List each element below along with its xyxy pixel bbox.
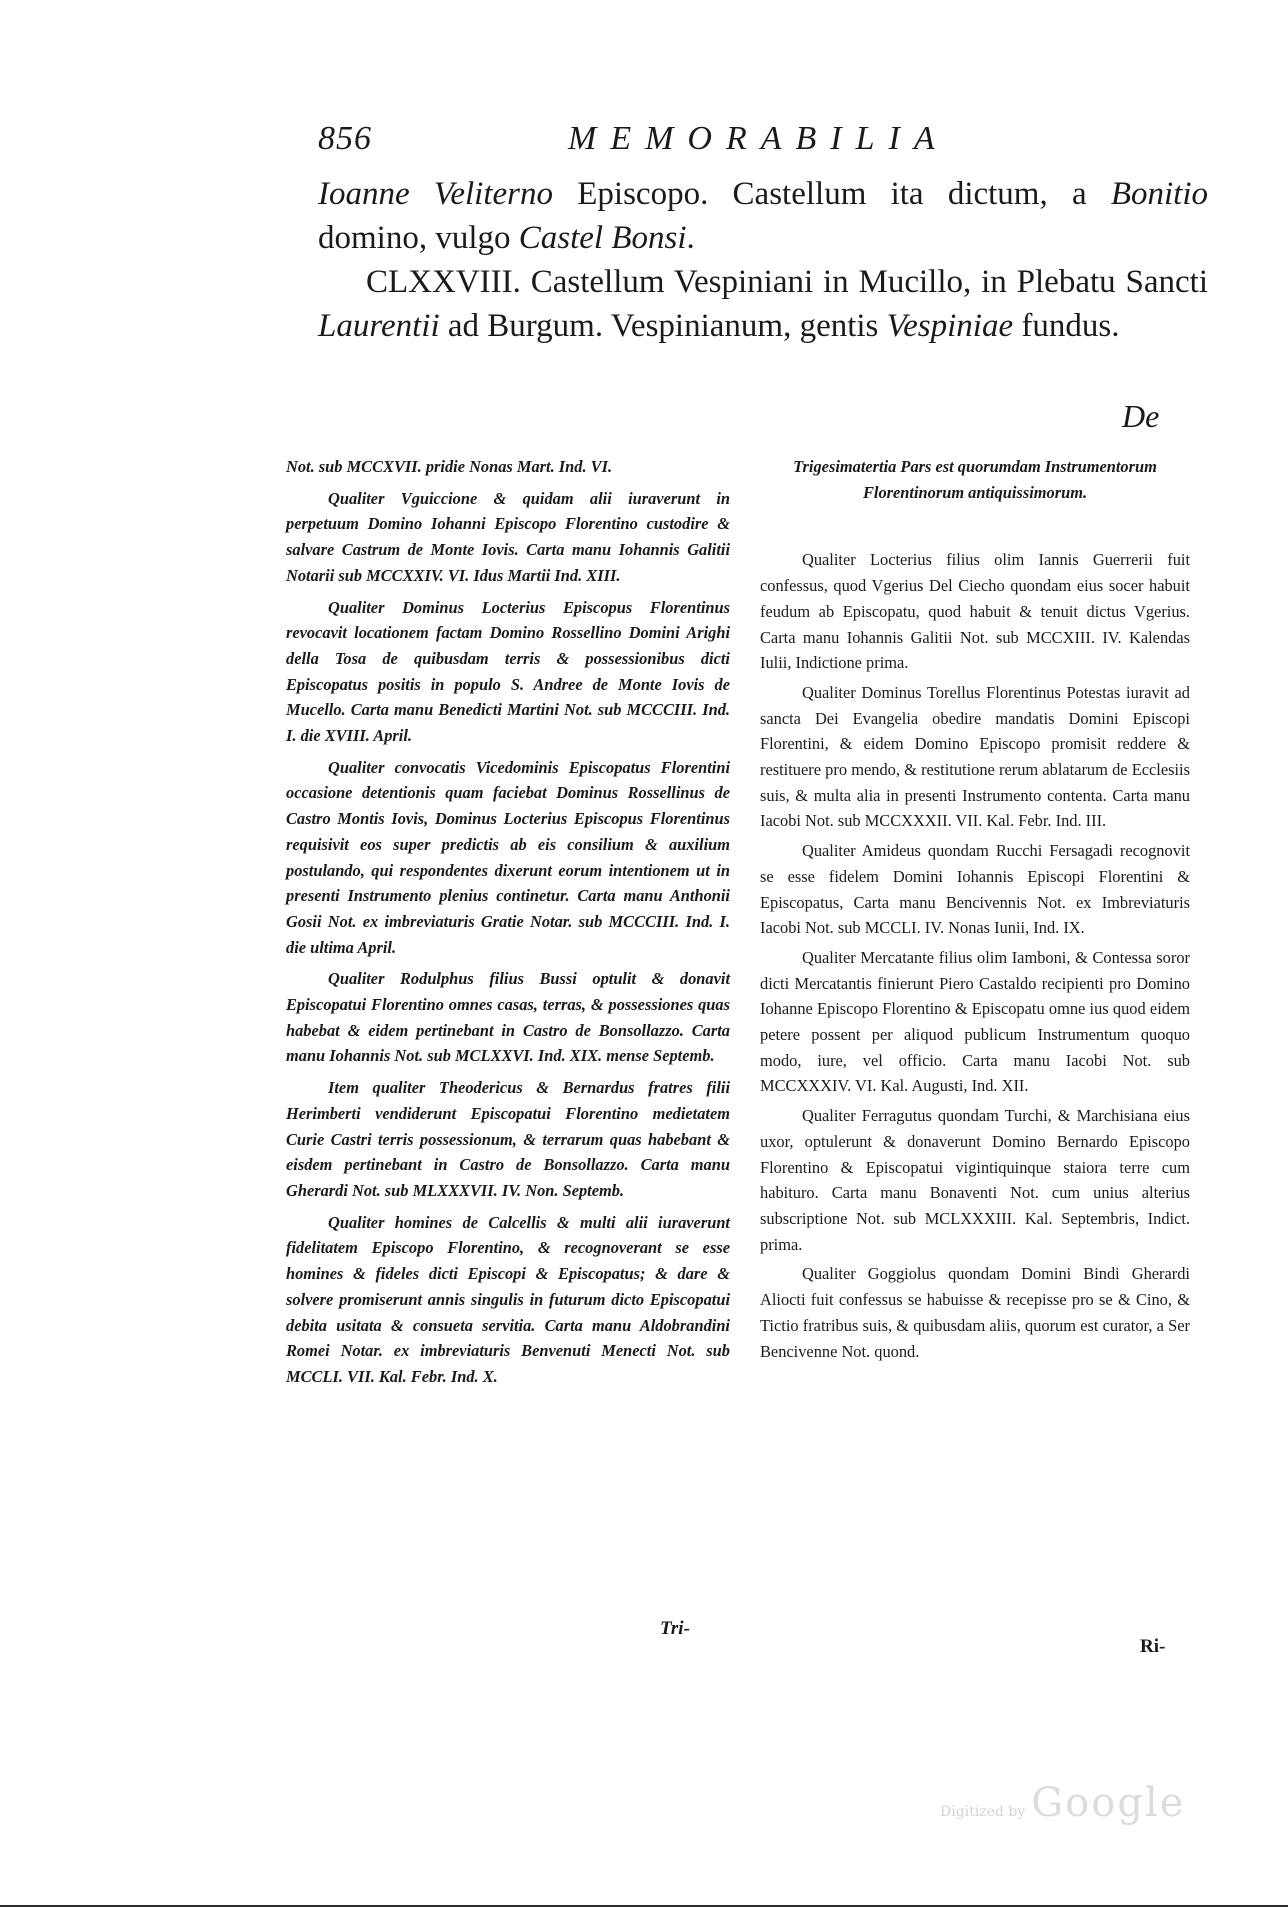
section-title: Trigesimatertia Pars est quorumdam Instrumentorum Florentinorum antiquissimorum. <box>793 457 1157 502</box>
right-entry: Qualiter Dominus Torellus Florentinus Potestas iuravit ad sancta Dei Evangelia obedire mandatis Domini Episcopi Florentini, & eidem Domino Episcopo promisit reddere & restituere pro mendo, & restitutione rerum ablatarum de Ecclesiis suis, & multa alia in presenti Instrumento contenta. Carta manu Iacobi Not. sub MCCXXXII. VII. Kal. Febr. Ind. III. <box>760 682 1190 831</box>
left-entry: Qualiter Vguiccione & quidam alii iuraverunt in perpetuum Domino Iohanni Episcopo Florentino custodire & salvare Castrum de Monte Iovis. Carta manu Iohannis Galitii Notarii sub MCCXXIV. VI. Idus Martii Ind. XIII. <box>286 488 730 585</box>
top-paragraph-1: Ioanne Veliterno Episcopo. Castellum ita dictum, a Bonitio domino, vulgo Castel Bonsi. <box>318 176 1208 256</box>
left-entry: Qualiter Dominus Locterius Episcopus Florentinus revocavit locationem factam Domino Rossellino Domini Arighi della Tosa de quibusdam terris & possessionibus dicti Episcopatus positis in populo S. Andree de Monte Iovis de Mucello. Carta manu Benedicti Martini Not. sub MCCCIII. Ind. I. die XVIII. April. <box>286 597 730 746</box>
catchword-tri: Tri- <box>660 1618 690 1639</box>
right-entry: Qualiter Locterius filius olim Iannis Guerrerii fuit confessus, quod Vgerius Del Ciecho quondam eius socer habuit feudum ab Episcopatu, quod habuit & tenuit dictus Vgerius. Carta manu Iohannis Galitii Not. sub MCCXIII. IV. Kalendas Iulii, Indictione prima. <box>760 550 1190 673</box>
right-entry: Qualiter Mercatante filius olim Iamboni, & Contessa soror dicti Mercatantis finierunt Piero Castaldo recipienti pro Domino Iohanne Episcopo Florentino & Episcopatu omne ius quod eidem petere possent per aliquod publicum Instrumentum quoquo modo, iure, vel officio. Carta manu Iacobi Not. sub MCCXXXIV. VI. Kal. Augusti, Ind. XII. <box>760 947 1190 1096</box>
left-entry: Qualiter convocatis Vicedominis Episcopatus Florentini occasione detentionis quam faciebat Dominus Rossellinus de Castro Montis Iovis, Dominus Locterius Episcopus Florentinus requisivit eos super predictis ab eis consilium & auxilium postulando, qui respondentes dixerunt eorum intentionem ut in presenti Instrumento plenius continetur. Carta manu Anthonii Gosii Not. ex imbreviaturis Gratie Notar. sub MCCCIII. Ind. I. die ultima April. <box>286 757 730 957</box>
page-header <box>318 120 958 170</box>
right-column <box>760 454 1190 1368</box>
left-column <box>286 454 730 1396</box>
left-lead: Not. sub MCCXVII. pridie Nonas Mart. Ind. VI. <box>286 457 613 476</box>
catchword-de: De <box>1122 398 1160 434</box>
right-entry: Qualiter Ferragutus quondam Turchi, & Marchisiana eius uxor, optulerunt & donaverunt Domino Bernardo Episcopo Florentino & Episcopatui vigintiquinque staiora terre cum habituro. Carta manu Bonaventi Not. cum unius alterius subscriptione Not. sub MCLXXXIII. Kal. Septembris, Indict. prima. <box>760 1106 1190 1254</box>
left-entry: Item qualiter Theodericus & Bernardus fratres filii Herimberti vendiderunt Episcopatui Florentino medietatem Curie Castri terris possessionum, & terrarum quas habebant & eisdem pertinebant in Castro de Bonsollazzo. Carta manu Gherardi Not. sub MLXXXVII. IV. Non. Septemb. <box>286 1078 730 1200</box>
right-entry: Qualiter Goggiolus quondam Domini Bindi Gherardi Aliocti fuit confessus se habuisse & recepisse pro se & Cino, & Tictio fratribus suis, & quibusdam aliis, quorum est curator, a Ser Bencivenne Not. quond. <box>760 1264 1190 1361</box>
running-title: MEMORABILIA <box>568 120 949 157</box>
page-number: 856 <box>318 120 372 157</box>
left-entry: Qualiter homines de Calcellis & multi alii iuraverunt fidelitatem Episcopo Florentino, & recognoverant se esse homines & fideles dicti Episcopi & Episcopatus; & dare & solvere promiserunt annis singulis in futurum dicto Episcopatui debita usitata & consueta servitia. Carta manu Aldobrandini Romei Notar. ex imbreviaturis Benvenuti Menecti Not. sub MCCLI. VII. Kal. Febr. Ind. X. <box>286 1212 730 1386</box>
google-watermark: Digitized by Google <box>940 1780 1186 1826</box>
top-paragraph-2: CLXXVIII. Castellum Vespiniani in Mucillo, in Plebatu Sancti Laurentii ad Burgum. Vespinianum, gentis Vespiniae fundus. <box>318 264 1208 344</box>
right-entry: Qualiter Amideus quondam Rucchi Fersagadi recognovit se esse fidelem Domini Iohannis Episcopi Florentini & Episcopatus, Carta manu Bencivennis Not. ex Imbreviaturis Iacobi Not. sub MCCLI. IV. Nonas Iunii, Ind. IX. <box>760 841 1190 938</box>
bottom-scan-edge <box>0 1905 1288 1907</box>
catchword-ri: Ri- <box>1140 1636 1166 1657</box>
left-entry: Qualiter Rodulphus filius Bussi optulit & donavit Episcopatui Florentino omnes casas, terras, & possessiones quas habebat & eidem pertinebant in Castro de Bonsollazzo. Carta manu Iohannis Not. sub MCLXXVI. Ind. XIX. mense Septemb. <box>286 969 730 1066</box>
top-body-text <box>318 172 1208 348</box>
